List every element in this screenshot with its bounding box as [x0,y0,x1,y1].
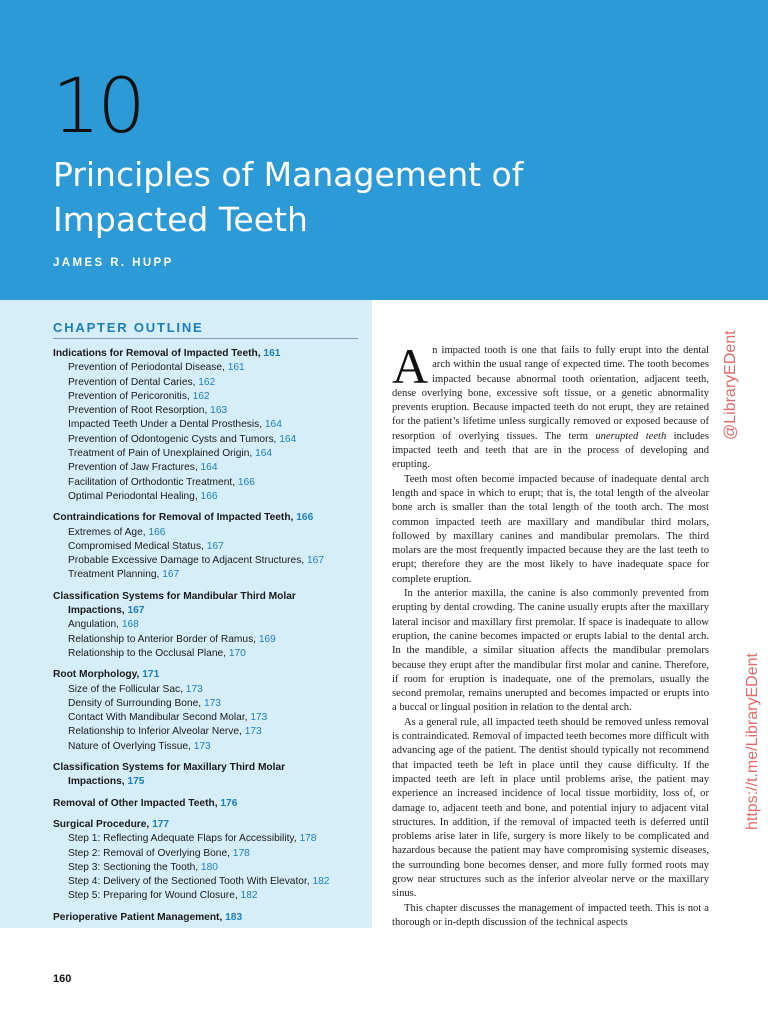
outline-section: Contraindications for Removal of Impacted Teeth, 166 [53,512,314,524]
outline-section: Root Morphology, 171 [53,669,160,681]
outline-subsection: Step 5: Preparing for Wound Closure, 182 [68,890,258,902]
outline-subsection: Optimal Periodontal Healing, 166 [68,490,218,502]
outline-section: Indications for Removal of Impacted Teeth, 161 [53,348,281,359]
outline-subsection: Contact With Mandibular Second Molar, 173 [68,712,268,724]
outline-subsection: Facilitation of Orthodontic Treatment, 166 [68,476,255,488]
chapter-author: JAMES R. HUPP [53,257,174,269]
outline-subsection: Treatment of Pain of Unexplained Origin, 164 [68,448,273,460]
body-paragraph: As a general rule, all impacted teeth should be removed unless removal is contraindicated. Removal of impacted teeth becomes more difficult with advancing age of the patient. The dentist should typically not recommend that impacted teeth be left in place until they cause difficulty. If the impacted teeth are left in place until problems arise, the patient may experience an increased incidence of local tissue morbidity, loss of, or damage to, adjacent teeth and bone, and potential injury to adjacent vital structures. In addition, if the removal of impacted teeth is deferred until problems arise later in life, surgery is more likely to be complicated and hazardous because the patient may have compromising systemic diseases, the surrounding bone becomes denser, and more fully formed roots may grow near structures such as the inferior alveolar nerve or the maxillary sinus. [392,716,709,900]
body-paragraph: In the anterior maxilla, the canine is also commonly prevented from erupting by dental crowding. The canine usually erupts after the maxillary lateral incisor and maxillary first premolar. If space is inadequate to allow eruption, the canine becomes impacted or erupts labial to the dental arch. In the mandible, a similar situation affects the mandibular premolars because they erupt after the mandibular first molar and canine. Therefore, if room for eruption is inadequate, one of the premolars, usually the second premolar, remains unerupted and becomes impacted or erupts into a buccal or lingual position in relation to the dental arch. [392,588,709,714]
outline-subsection: Step 2: Removal of Overlying Bone, 178 [68,847,250,859]
outline-subsection: Prevention of Jaw Fractures, 164 [68,462,218,474]
watermark-url[interactable]: https://t.me/LibraryEDent [744,653,761,830]
outline-subsection: Step 4: Delivery of the Sectioned Tooth With Elevator, 182 [68,876,330,888]
page-number: 160 [53,973,72,985]
body-paragraph: Teeth most often become impacted because of inadequate dental arch length and space in which to erupt; that is, the total length of the alveolar bone arch is smaller than the total length of the tooth arch. The most common impacted teeth are maxillary and mandibular third molars, followed by maxillary canines and mandibular premolars. The third molars are the most frequently impacted because they are the last teeth to erupt; therefore they are the most likely to have inadequate space for complete eruption. [392,473,709,585]
chapter-title: Principles of Management of Impacted Teeth [53,155,524,239]
outline-section: Perioperative Patient Management, 183 [53,911,243,923]
outline-section: Classification Systems for Mandibular Third Molar Impactions, 167 [53,590,296,617]
outline-section: Surgical Procedure, 177 [53,818,170,830]
chapter-number: 10 [52,61,143,150]
body-paragraph: An impacted tooth is one that fails to fully erupt into the dental arch within the usual range of expected time. The tooth becomes impacted because abnormal tooth orientation, adjacent teeth, dense overlying bone, excessive soft tissue, or a genetic abnormality prevents eruption. Because impacted teeth do not erupt, they are retained for the patient’s lifetime unless surgically removed or exposed because of resorption of overlying tissues. The term unerupted teeth includes impacted teeth and teeth that are in the process of developing and erupting. [392,338,709,471]
outline-subsection: Density of Surrounding Bone, 173 [68,697,221,709]
outline-section: Removal of Other Impacted Teeth, 176 [53,797,238,809]
outline-subsection: Prevention of Dental Caries, 162 [68,376,216,388]
outline-subsection: Relationship to the Occlusal Plane, 170 [68,647,246,659]
outline-subsection: Prevention of Root Resorption, 163 [68,405,228,417]
outline-subsection: Size of the Follicular Sac, 173 [68,683,203,695]
chapter-outline-list [53,347,371,925]
outline-subsection: Nature of Overlying Tissue, 173 [68,740,211,752]
outline-subsection: Extremes of Age, 166 [68,526,166,538]
outline-subsection: Prevention of Pericoronitis, 162 [68,390,210,402]
watermark-handle: @LibraryEDent [722,330,739,440]
body-paragraph: This chapter discusses the management of impacted teeth. This is not a thorough or in-depth discussion of the technical aspects [392,902,709,928]
outline-subsection: Treatment Planning, 167 [68,569,180,581]
chapter-header [0,0,768,300]
outline-subsection: Step 1: Reflecting Adequate Flaps for Accessibility, 178 [68,833,317,845]
outline-subsection: Prevention of Periodontal Disease, 161 [68,362,245,374]
outline-subsection: Probable Excessive Damage to Adjacent Structures, 167 [68,555,324,567]
chapter-outline-heading: CHAPTER OUTLINE [53,320,204,335]
chapter-body-text [392,338,709,930]
outline-subsection: Relationship to Anterior Border of Ramus, 169 [68,633,276,645]
outline-subsection: Compromised Medical Status, 167 [68,540,224,552]
outline-divider [53,338,358,339]
outline-subsection: Angulation, 168 [68,619,139,631]
outline-subsection: Step 3: Sectioning the Tooth, 180 [68,861,218,873]
outline-subsection: Relationship to Inferior Alveolar Nerve, 173 [68,726,262,738]
outline-subsection: Impacted Teeth Under a Dental Prosthesis, 164 [68,419,282,431]
outline-section: Classification Systems for Maxillary Third Molar Impactions, 175 [53,762,286,788]
outline-subsection: Prevention of Odontogenic Cysts and Tumors, 164 [68,433,297,445]
drop-cap: A [392,338,429,394]
